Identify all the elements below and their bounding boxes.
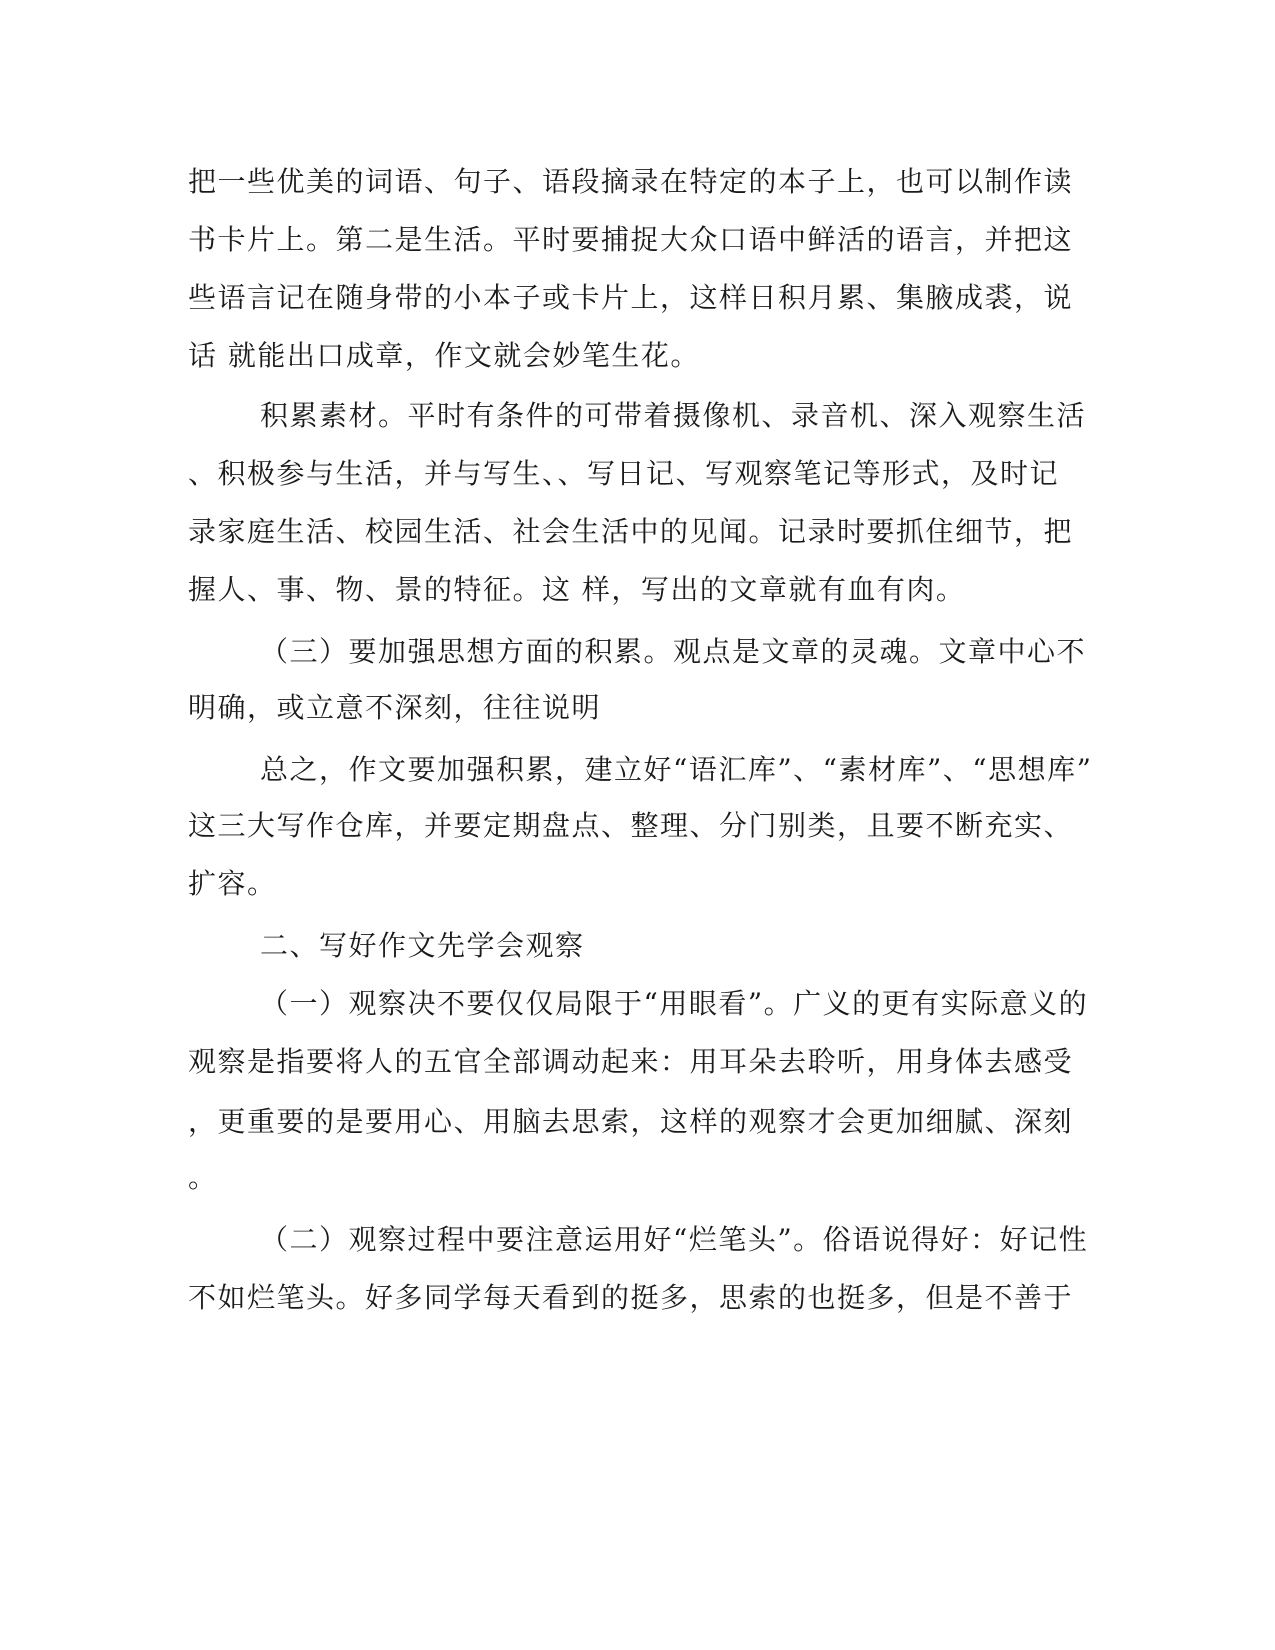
text-line: 这三大写作仓库，并要定期盘点、整理、分门别类，且要不断充实、	[188, 809, 1074, 842]
text-line: 些语言记在随身带的小本子或卡片上，这样日积月累、集腋成裘，说	[188, 281, 1074, 314]
text-line: 把一些优美的词语、句子、语段摘录在特定的本子上，也可以制作读	[188, 165, 1074, 198]
text-line: 积累素材。平时有条件的可带着摄像机、录音机、深入观察生活	[260, 399, 1087, 432]
text-line: （一）观察决不要仅仅局限于“用眼看”。广义的更有实际意义的	[260, 987, 1089, 1020]
text-line: 明确，或立意不深刻，往往说明	[188, 691, 602, 724]
text-line: （三）要加强思想方面的积累。观点是文章的灵魂。文章中心不	[260, 635, 1087, 668]
text-line: ，更重要的是要用心、用脑去思索，这样的观察才会更加细腻、深刻	[188, 1105, 1074, 1138]
text-line: 。	[188, 1161, 218, 1194]
text-line: 总之，作文要加强积累，建立好“语汇库”、“素材库”、“思想库”	[260, 753, 1093, 786]
text-line: 扩容。	[188, 867, 277, 900]
text-line: （二）观察过程中要注意运用好“烂笔头”。俗语说得好：好记性	[260, 1223, 1089, 1256]
text-line: 不如烂笔头。好多同学每天看到的挺多，思索的也挺多，但是不善于	[188, 1281, 1074, 1314]
text-line: 话 就能出口成章，作文就会妙笔生花。	[188, 339, 700, 372]
text-line: 观察是指要将人的五官全部调动起来：用耳朵去聆听，用身体去感受	[188, 1045, 1074, 1078]
section-heading: 二、写好作文先学会观察	[260, 929, 585, 962]
text-line: 录家庭生活、校园生活、社会生活中的见闻。记录时要抓住细节，把	[188, 515, 1074, 548]
text-line: 握人、事、物、景的特征。这 样，写出的文章就有血有肉。	[188, 573, 966, 606]
text-line: 书卡片上。第二是生活。平时要捕捉大众口语中鲜活的语言，并把这	[188, 223, 1074, 256]
text-line: 、积极参与生活，并与写生、、写日记、写观察笔记等形式，及时记	[188, 457, 1060, 490]
